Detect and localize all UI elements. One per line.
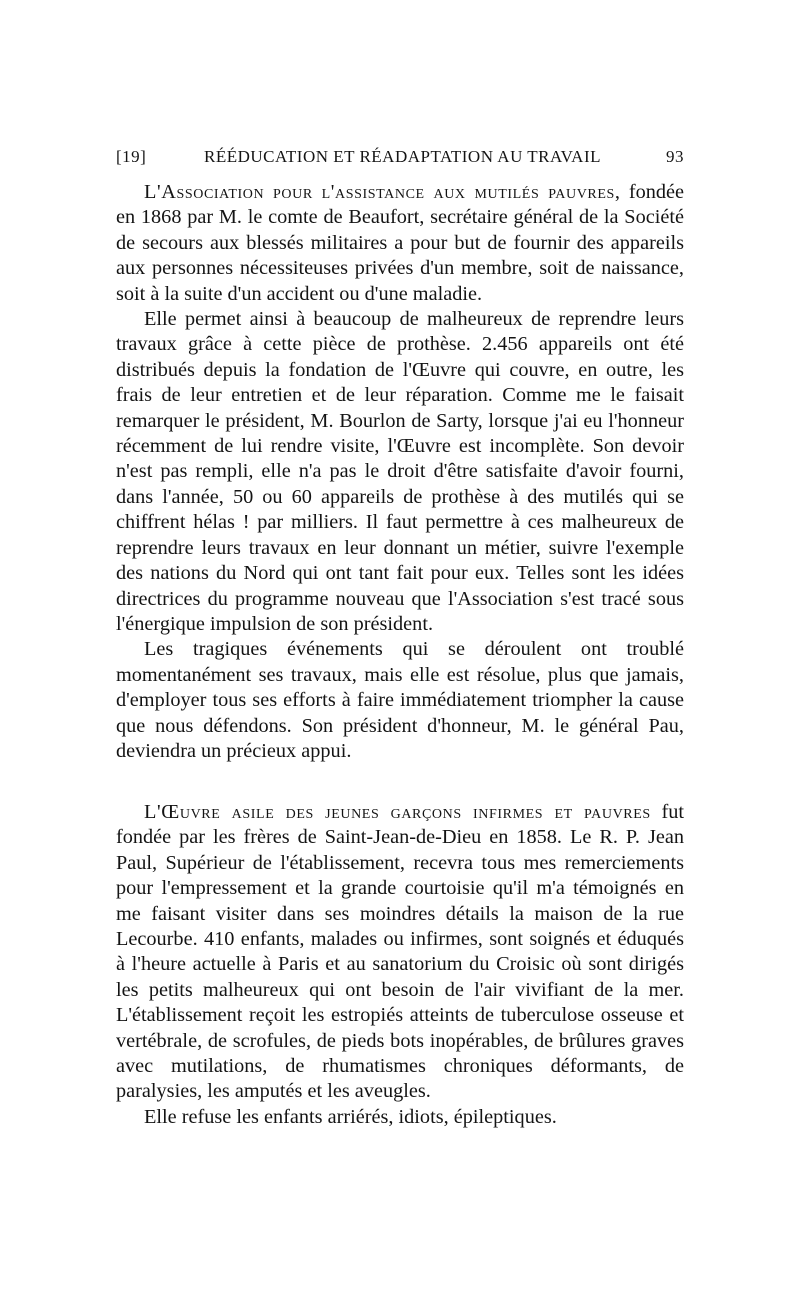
section-lead: L'Association pour l'assistance aux mutilés pauvres,: [144, 181, 621, 203]
paragraph: [116, 800, 684, 1105]
paragraph: Les tragiques événements qui se déroulent ont troublé momentanément ses travaux, mais elle est résolue, plus que jamais, d'employer tous ses efforts à faire immédiatement triompher la cause que nous défendons. Son président d'honneur, M. le général Pau, deviendra un précieux appui.: [116, 638, 684, 762]
paragraph-text: fut fondée par les frères de Saint-Jean-de-Dieu en 1858. Le R. P. Jean Paul, Supérieur de l'établissement, recevra tous mes remerciements pour l'empressement et la grande courtoisie qu'il m'a témoignés en me faisant visiter dans ses moindres détails la maison de la rue Lecourbe. 410 enfants, malades ou infirmes, sont soignés et éduqués à l'heure actuelle à Paris et au sanatorium du Croisic où sont dirigés les petits malheureux qui ont besoin de l'air vivifiant de la mer. L'établissement reçoit les estropiés atteints de tuberculose osseuse et vertébrale, de scrofules, de pieds bots inopérables, de brûlures graves avec mutilations, de rhumatismes chroniques déformants, de paralysies, les amputés et les aveugles.: [116, 801, 684, 1103]
running-head: [116, 147, 684, 171]
paragraph: Elle permet ainsi à beaucoup de malheureux de reprendre leurs travaux grâce à cette pièce de prothèse. 2.456 appareils ont été distribués depuis la fondation de l'Œuvre qui couvre, en outre, les frais de leur entretien et de leur réparation. Comme me le faisait remarquer le président, M. Bourlon de Sarty, lorsque j'ai eu l'honneur récemment de lui rendre visite, l'Œuvre est incomplète. Son devoir n'est pas rempli, elle n'a pas le droit d'être satisfaite d'avoir fourni, dans l'année, 50 ou 60 appareils de prothèse à des mutilés qui se chiffrent hélas ! par milliers. Il faut permettre à ces malheureux de reprendre leurs travaux en leur donnant un métier, suivre l'exemple des nations du Nord qui ont tant fait pour eux. Telles sont les idées directrices du programme nouveau que l'Association s'est tracé sous l'énergique impulsion de son président.: [116, 308, 684, 635]
chapter-marker: [19]: [116, 147, 147, 166]
paragraph: [116, 180, 684, 307]
page-number: 93: [666, 147, 684, 166]
section-association: [116, 180, 684, 764]
section-oeuvre-asile: [116, 800, 684, 1130]
section-lead: L'Œuvre asile des jeunes garçons infirmes et pauvres: [144, 801, 651, 823]
paragraph: Elle refuse les enfants arriérés, idiots, épileptiques.: [144, 1105, 557, 1128]
paragraph-text: fondée en 1868 par M. le comte de Beaufort, secrétaire général de la Société de secours aux blessés militaires a pour but de fournir des appareils aux personnes nécessiteuses privées d'un membre, soit de naissance, soit à la suite d'un accident ou d'une maladie.: [116, 181, 684, 305]
running-title: RÉÉDUCATION ET RÉADAPTATION AU TRAVAIL: [204, 147, 602, 166]
